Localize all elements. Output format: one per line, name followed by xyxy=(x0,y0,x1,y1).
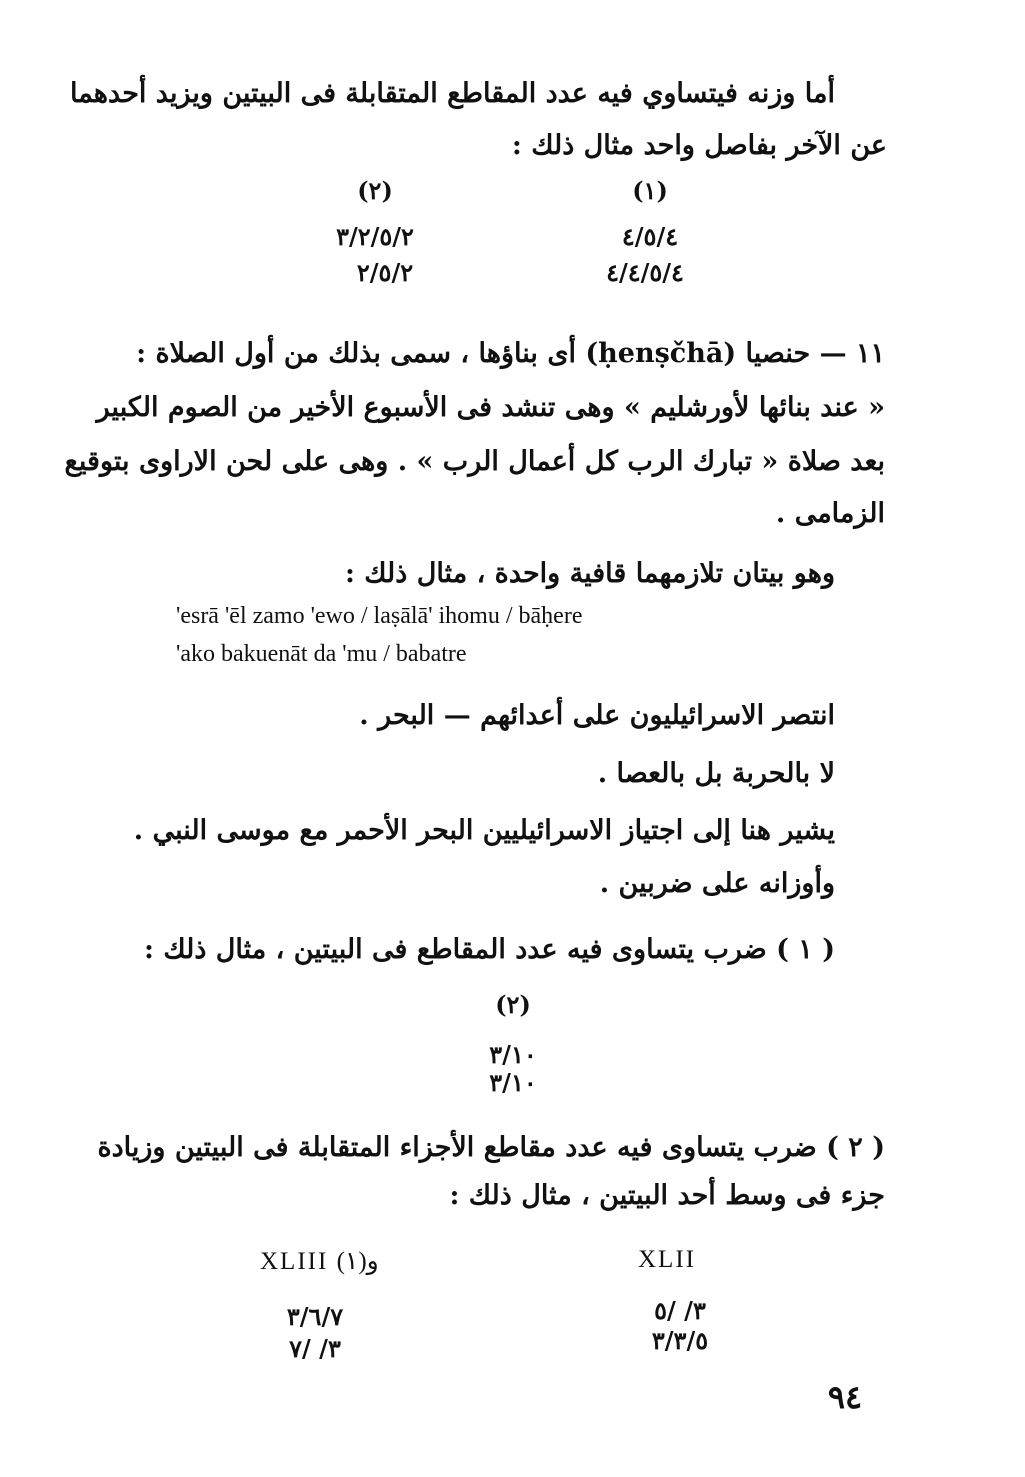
intro-line-2: عن الآخر بفاصل واحد مثال ذلك : xyxy=(511,130,887,161)
transliteration-line-2: 'ako bakuenāt da 'mu / babatre xyxy=(176,641,467,667)
example2-right-row-2: ٣/٣/٥ xyxy=(651,1326,709,1355)
translation-line-2: لا بالحربة بل بالعصا . xyxy=(597,758,835,789)
section11-line-1: ١١ — حنصيا (ḥenṣčhā) أى بناؤها ، سمى بذلك من أول الصلاة : xyxy=(136,338,885,369)
section11-line-4: الزمامى . xyxy=(775,498,885,529)
intro-line-1: أما وزنه فيتساوي فيه عدد المقاطع المتقابلة فى البيتين ويزيد أحدهما xyxy=(69,78,835,109)
section11-line-2: « عند بنائها لأورشليم » وهى تنشد فى الأسبوع الأخير من الصوم الكبير xyxy=(96,392,885,423)
translation-line-4: وأوزانه على ضربين . xyxy=(599,868,835,899)
type1-row-2: ٣/١٠ xyxy=(489,1068,537,1097)
type1-row-1: ٣/١٠ xyxy=(489,1040,537,1069)
rhyme-intro: وهو بيتان تلازمهما قافية واحدة ، مثال ذلك : xyxy=(344,558,835,589)
section11-line-3: بعد صلاة « تبارك الرب كل أعمال الرب » . وهى على لحن الاراوى بتوقيع xyxy=(64,446,885,477)
example2-left-row-2: ٣/ /٧ xyxy=(289,1334,341,1363)
page-number: ٩٤ xyxy=(827,1378,863,1416)
transliteration-line-1: 'esrā 'ēl zamo 'ewo / laṣālā' ihomu / bāḥere xyxy=(176,603,583,629)
example1-right-row-2: ٤/٤/٥/٤ xyxy=(606,258,684,287)
type1-text: ( ١ ) ضرب يتساوى فيه عدد المقاطع فى البيتين ، مثال ذلك : xyxy=(143,934,835,965)
example2-right-row-1: ٣/ /٥ xyxy=(654,1296,706,1325)
type1-label: (٢) xyxy=(495,990,531,1019)
type2-line-1: ( ٢ ) ضرب يتساوى فيه عدد مقاطع الأجزاء المتقابلة فى البيتين وزيادة xyxy=(97,1132,885,1163)
example1-right-row-1: ٤/٥/٤ xyxy=(621,222,679,251)
example1-left-row-2: ٢/٥/٢ xyxy=(356,258,414,287)
example2-left-row-1: ٣/٦/٧ xyxy=(286,1302,344,1331)
example1-left-row-1: ٣/٢/٥/٢ xyxy=(336,222,414,251)
example1-right-label: (١) xyxy=(632,176,668,205)
translation-line-3: يشير هنا إلى اجتياز الاسرائيليين البحر الأحمر مع موسى النبي . xyxy=(133,815,835,846)
example2-right-label: XLII xyxy=(638,1246,696,1273)
example2-left-label: XLIII و(١) xyxy=(260,1248,379,1275)
translation-line-1: انتصر الاسرائيليون على أعدائهم — البحر . xyxy=(359,700,835,731)
example1-left-label: (٢) xyxy=(357,176,393,205)
type2-line-2: جزء فى وسط أحد البيتين ، مثال ذلك : xyxy=(449,1180,885,1211)
